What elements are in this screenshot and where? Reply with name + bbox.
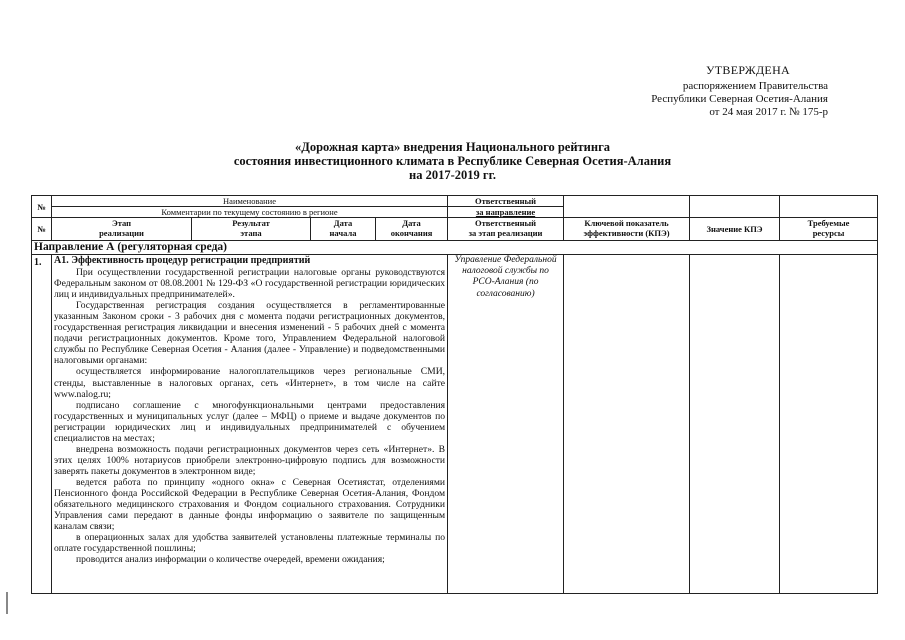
header-responsible-stage-line-2: за этап реализации bbox=[468, 228, 543, 238]
header-row-1 bbox=[32, 196, 878, 207]
header-end-date bbox=[376, 218, 448, 241]
header-start-date-line-2: начала bbox=[329, 228, 357, 238]
header-start-date-line-1: Дата bbox=[333, 218, 353, 228]
header-empty-1 bbox=[564, 196, 690, 218]
row-paragraph: При осуществлении государственной регистрации налоговые органы руководствуются Федеральным законом от 08.08.2001 № 129-ФЗ «О государственной регистрации юридических лиц и индивидуальных предпринимателей». bbox=[54, 267, 446, 301]
header-kpi-line-1: Ключевой показатель bbox=[584, 218, 669, 228]
row-paragraph: ведется работа по принципу «одного окна» с Северная Осетиястат, отделениями Пенсионного фонда Российской Федерации в Республике Северная Осетия-Алания, Фондом обязательного медицинского страхования и Фондом социального страхования. Сотрудники Управления сами передают в данные фонды информацию о заявителе по защищенным каналам связи; bbox=[54, 476, 446, 533]
table-row bbox=[32, 255, 878, 594]
header-stage bbox=[52, 218, 192, 241]
approval-line-3: от 24 мая 2017 г. № 175-р bbox=[709, 106, 828, 118]
header-number-1: № bbox=[32, 196, 52, 218]
header-end-date-line-2: окончания bbox=[390, 228, 433, 238]
title-line-3: на 2017-2019 гг. bbox=[409, 168, 496, 182]
title-line-2: состояния инвестиционного климата в Республике Северная Осетия-Алания bbox=[233, 154, 672, 168]
row-paragraph: осуществляется информирование налогоплательщиков через региональные СМИ, стенды, выставленные в налоговых органах, сеть «Интернет», в том числе на сайте www.nalog.ru; bbox=[54, 366, 446, 400]
header-responsible-stage-line-1: Ответственный bbox=[474, 218, 537, 228]
header-responsible-direction-line-2: за направление bbox=[448, 207, 564, 218]
row-resources bbox=[780, 255, 878, 594]
header-result-line-1: Результат bbox=[232, 218, 270, 228]
header-result-line-2: этапа bbox=[240, 228, 262, 238]
row-number: 1. bbox=[32, 255, 52, 594]
header-name: Наименование bbox=[52, 196, 448, 207]
header-empty-3 bbox=[780, 196, 878, 218]
row-paragraph: подписано соглашение с многофункциональными центрами предоставления государственных и муниципальных услуг (далее – МФЦ) о приеме и выдаче документов по регистрации юридических лиц и индивидуальных предпринимателей с обучением специалистов на местах; bbox=[54, 399, 446, 444]
header-stage-line-1: Этап bbox=[111, 218, 132, 228]
header-result bbox=[192, 218, 311, 241]
header-resources bbox=[780, 218, 878, 241]
header-empty-2 bbox=[690, 196, 780, 218]
header-end-date-line-1: Дата bbox=[402, 218, 421, 228]
header-responsible-direction-line-1: Ответственный bbox=[474, 196, 537, 206]
header-stage-line-2: реализации bbox=[99, 228, 144, 238]
section-title: Направление А (регуляторная среда) bbox=[32, 241, 878, 255]
row-kpi bbox=[564, 255, 690, 594]
scan-edge-mark bbox=[6, 592, 8, 614]
roadmap-table bbox=[31, 195, 878, 594]
title-line-1: «Дорожная карта» внедрения Национального рейтинга bbox=[295, 140, 610, 154]
row-responsible: Управление Федеральной налоговой службы по РСО-Алания (по согласованию) bbox=[448, 255, 564, 594]
header-comment: Комментарии по текущему состоянию в регионе bbox=[52, 207, 448, 218]
row-kpi-value bbox=[690, 255, 780, 594]
section-row bbox=[32, 241, 878, 255]
row-paragraph: Государственная регистрация создания осуществляется в регламентированные указанным Законом сроки - 3 рабочих дня с момента подачи регистрационных документов, государственная регистрация ликвидации и внесения изменений - 5 рабочих дней с момента подачи регистрационных документов. Кроме того, Управлением Федеральной налоговой службы по Республике Северная Осетия - Алания (далее - Управление) и подведомственными налоговыми органами: bbox=[54, 300, 446, 367]
row-subtitle: А1. Эффективность процедур регистрации предприятий bbox=[54, 255, 311, 266]
approval-block bbox=[628, 64, 828, 119]
row-paragraph: проводится анализ информации о количестве очередей, времени ожидания; bbox=[76, 554, 385, 566]
header-resources-line-2: ресурсы bbox=[812, 228, 845, 238]
header-row-3 bbox=[32, 218, 878, 241]
header-responsible-stage bbox=[448, 218, 564, 241]
header-kpi bbox=[564, 218, 690, 241]
header-kpi-line-2: эффективности (КПЭ) bbox=[583, 228, 670, 238]
row-paragraph: внедрена возможность подачи регистрационных документов через сеть «Интернет». В этих целях 100% нотариусов приобрели электронно-цифровую подпись для возможности заверять пакеты документов в электронном виде; bbox=[54, 443, 446, 477]
header-kpi-value: Значение КПЭ bbox=[690, 218, 780, 241]
approval-line-2: Республики Северная Осетия-Алания bbox=[651, 93, 828, 105]
approval-line-1: распоряжением Правительства bbox=[682, 80, 828, 92]
header-start-date bbox=[311, 218, 376, 241]
approval-heading: УТВЕРЖДЕНА bbox=[705, 63, 790, 77]
row-paragraph: в операционных залах для удобства заявителей установлены платежные терминалы по оплате государственной пошлины; bbox=[54, 532, 446, 555]
header-resources-line-1: Требуемые bbox=[807, 218, 850, 228]
header-number-2: № bbox=[32, 218, 52, 241]
row-comment-cell bbox=[52, 255, 448, 594]
header-responsible-direction bbox=[448, 196, 564, 207]
document-title bbox=[0, 140, 905, 182]
